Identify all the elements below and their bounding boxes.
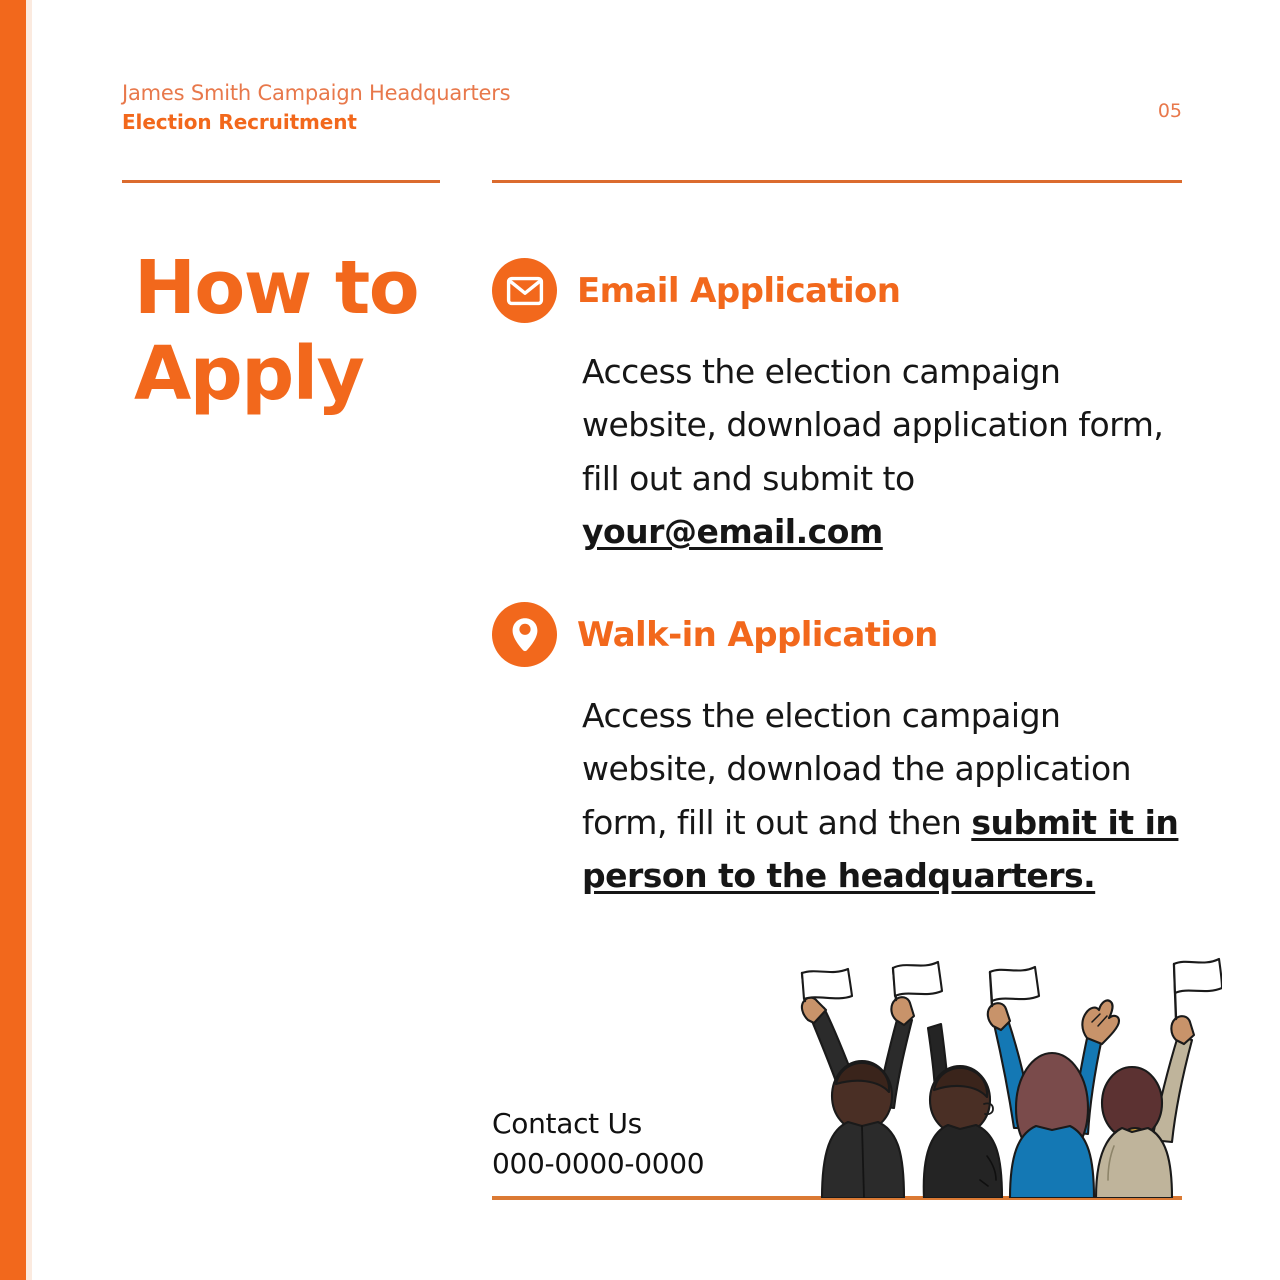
section-walkin-title: Walk-in Application [577,614,938,655]
section-email-application [492,258,1192,559]
section-walkin-application [492,602,1192,903]
contact-phone: 000-0000-0000 [492,1146,705,1180]
divider-left [122,180,440,183]
left-accent-bar [0,0,26,1280]
section-walkin-body-lead: Access the election campaign website, download the application form, fill it out and then [582,696,1132,842]
contact-block [492,1104,704,1184]
section-email-body-lead: Access the election campaign website, download application form, fill out and submit to [582,352,1164,498]
header-subtitle: Election Recruitment [122,110,357,135]
envelope-icon [492,258,557,323]
page-number: 05 [1157,100,1182,122]
section-walkin-body-emphasis: submit it in person to the headquarters. [582,802,1179,896]
slide-header [122,80,1182,136]
section-email-header [492,258,1192,323]
page-title: How to Apply [134,245,419,417]
section-walkin-header [492,602,1192,667]
contact-label: Contact Us [492,1107,642,1140]
divider-right [492,180,1182,183]
section-walkin-body [582,689,1192,903]
section-email-body [582,345,1192,559]
section-email-body-emphasis: your@email.com [582,512,883,552]
crowd-waving-flags-illustration [752,928,1222,1198]
left-accent-bar-soft [26,0,32,1280]
map-pin-icon [492,602,557,667]
header-organization: James Smith Campaign Headquarters [122,81,511,105]
section-email-title: Email Application [577,270,901,311]
